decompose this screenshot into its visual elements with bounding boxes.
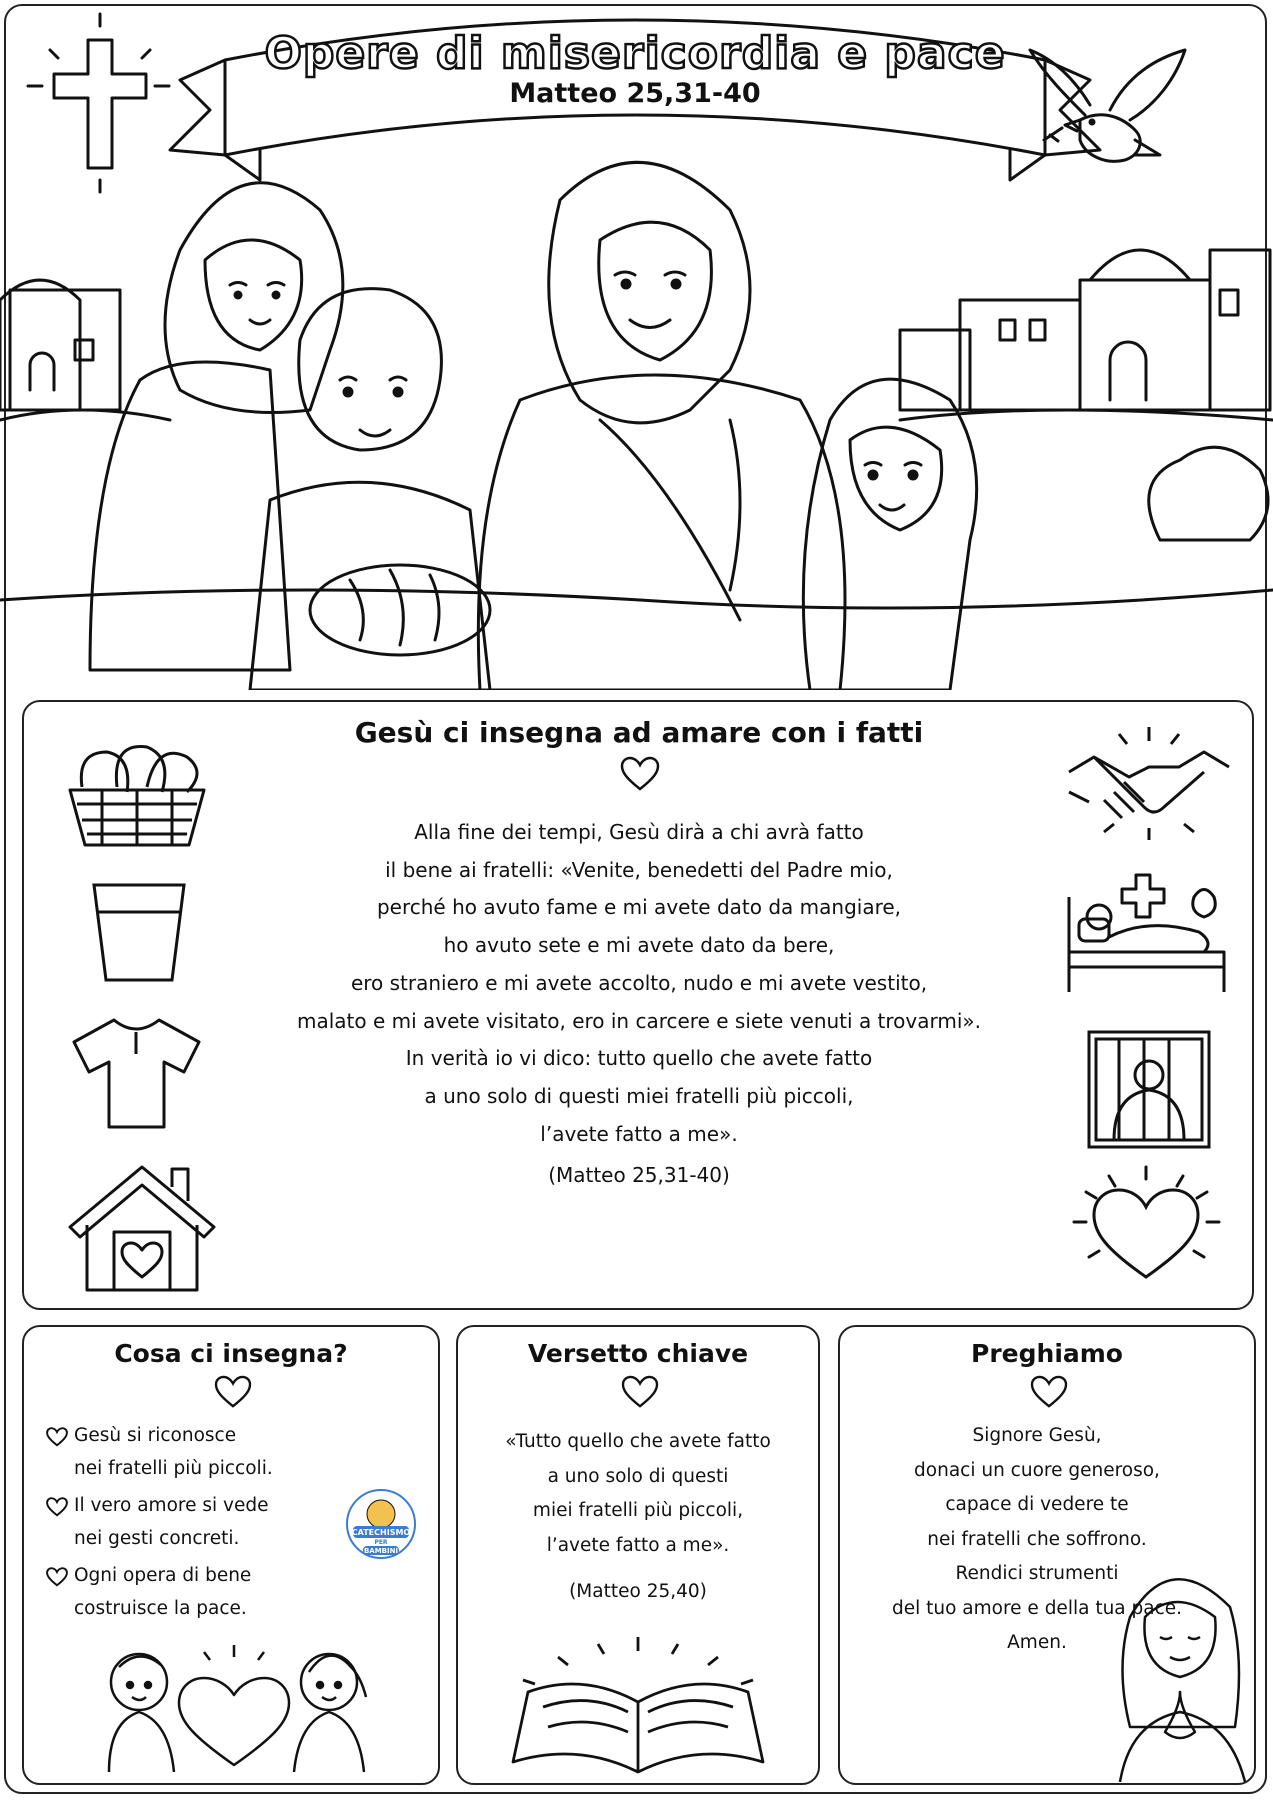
lesson-item bbox=[74, 1489, 268, 1555]
gospel-panel bbox=[22, 700, 1254, 1310]
bread-basket-icon bbox=[62, 732, 212, 852]
heart-icon bbox=[1030, 1375, 1068, 1409]
dove-icon bbox=[1030, 50, 1185, 161]
heart-bullet-icon bbox=[46, 1567, 68, 1587]
jesus-figure bbox=[478, 162, 845, 690]
gospel-verse bbox=[234, 814, 1044, 1195]
heart-bullet-icon bbox=[46, 1497, 68, 1517]
prayer-line: donaci un cuore generoso, bbox=[914, 1459, 1160, 1481]
sick-bed-icon bbox=[1064, 867, 1234, 997]
mother-figure bbox=[90, 183, 343, 670]
page-title: Opere di misericordia e pace bbox=[264, 28, 1006, 79]
key-verse-line: l’avete fatto a me». bbox=[546, 1534, 730, 1556]
verse-line: l’avete fatto a me». bbox=[540, 1121, 738, 1146]
verse-line: il bene ai fratelli: «Venite, benedetti del Padre mio, bbox=[385, 857, 893, 882]
key-verse-line: «Tutto quello che avete fatto bbox=[505, 1431, 771, 1452]
heart-icon bbox=[214, 1375, 252, 1409]
prayer-line: Signore Gesù, bbox=[972, 1425, 1102, 1446]
heart-icon bbox=[621, 1375, 659, 1409]
verse-line: ero straniero e mi avete accolto, nudo e mi avete vestito, bbox=[350, 970, 928, 995]
verse-line: In verità io vi dico: tutto quello che avete fatto bbox=[405, 1046, 873, 1071]
verse-reference: (Matteo 25,31-40) bbox=[548, 1163, 730, 1188]
open-bible-icon bbox=[498, 1632, 778, 1777]
house-heart-icon bbox=[62, 1157, 222, 1297]
prayer-line: Amen. bbox=[1007, 1632, 1067, 1653]
logo-text: BAMBINI bbox=[363, 1547, 399, 1555]
catechismo-logo bbox=[345, 1488, 417, 1560]
key-verse-reference: (Matteo 25,40) bbox=[569, 1581, 707, 1602]
prayer-line: capace di vedere te bbox=[945, 1494, 1129, 1515]
town-left bbox=[0, 280, 170, 420]
gospel-title: Gesù ci insegna ad amare con i fatti bbox=[354, 716, 924, 749]
praying-girl-illustration bbox=[1110, 1557, 1255, 1782]
verse-line: malato e mi avete visitato, ero in carcere e siete venuti a trovarmi». bbox=[296, 1008, 982, 1033]
page-reference: Matteo 25,31-40 bbox=[509, 78, 761, 109]
heart-icon bbox=[620, 756, 660, 792]
lesson-line: Ogni opera di bene bbox=[74, 1565, 252, 1586]
prayer-line: nei fratelli che soffrono. bbox=[927, 1528, 1147, 1550]
key-verse-text bbox=[458, 1425, 818, 1610]
verse-line: Alla fine dei tempi, Gesù dirà a chi avrà fatto bbox=[414, 820, 864, 844]
heart-bullet-icon bbox=[46, 1427, 68, 1447]
shining-heart-icon bbox=[1064, 1162, 1229, 1292]
lesson-line: nei gesti concreti. bbox=[74, 1528, 240, 1549]
shirt-icon bbox=[64, 1012, 209, 1132]
water-glass-icon bbox=[84, 877, 194, 987]
prayer-line: Rendici strumenti bbox=[955, 1563, 1119, 1584]
prayer-title: Preghiamo bbox=[971, 1339, 1123, 1368]
lesson-item bbox=[74, 1559, 251, 1625]
verse-line: ho avuto sete e mi avete dato da bere, bbox=[443, 933, 835, 958]
prayer-card bbox=[838, 1325, 1256, 1785]
key-verse-line: miei fratelli più piccoli, bbox=[532, 1500, 744, 1521]
logo-text: CATECHISMO bbox=[351, 1528, 411, 1537]
lesson-item bbox=[74, 1419, 273, 1485]
prison-icon bbox=[1084, 1027, 1214, 1152]
logo-text: PER bbox=[374, 1539, 388, 1546]
verse-line: a uno solo di questi miei fratelli più piccoli, bbox=[424, 1083, 854, 1108]
lesson-line: nei fratelli più piccoli. bbox=[74, 1458, 273, 1479]
key-verse-title: Versetto chiave bbox=[527, 1339, 749, 1368]
cross-icon bbox=[28, 14, 169, 192]
verse-line: perché ho avuto fame e mi avete dato da mangiare, bbox=[376, 895, 902, 920]
key-verse-line: a uno solo di questi bbox=[547, 1465, 729, 1487]
lesson-line: Il vero amore si vede bbox=[74, 1495, 269, 1516]
town-right bbox=[900, 250, 1273, 540]
teaching-title: Cosa ci insegna? bbox=[114, 1339, 348, 1368]
lesson-line: costruisce la pace. bbox=[74, 1598, 247, 1619]
lesson-line: Gesù si riconosce bbox=[74, 1425, 237, 1446]
handshake-icon bbox=[1064, 722, 1234, 842]
children-with-heart-illustration bbox=[84, 1637, 384, 1777]
girl-figure bbox=[803, 379, 976, 690]
key-verse-card bbox=[456, 1325, 820, 1785]
prayer-line: del tuo amore e della tua pace. bbox=[891, 1597, 1183, 1619]
